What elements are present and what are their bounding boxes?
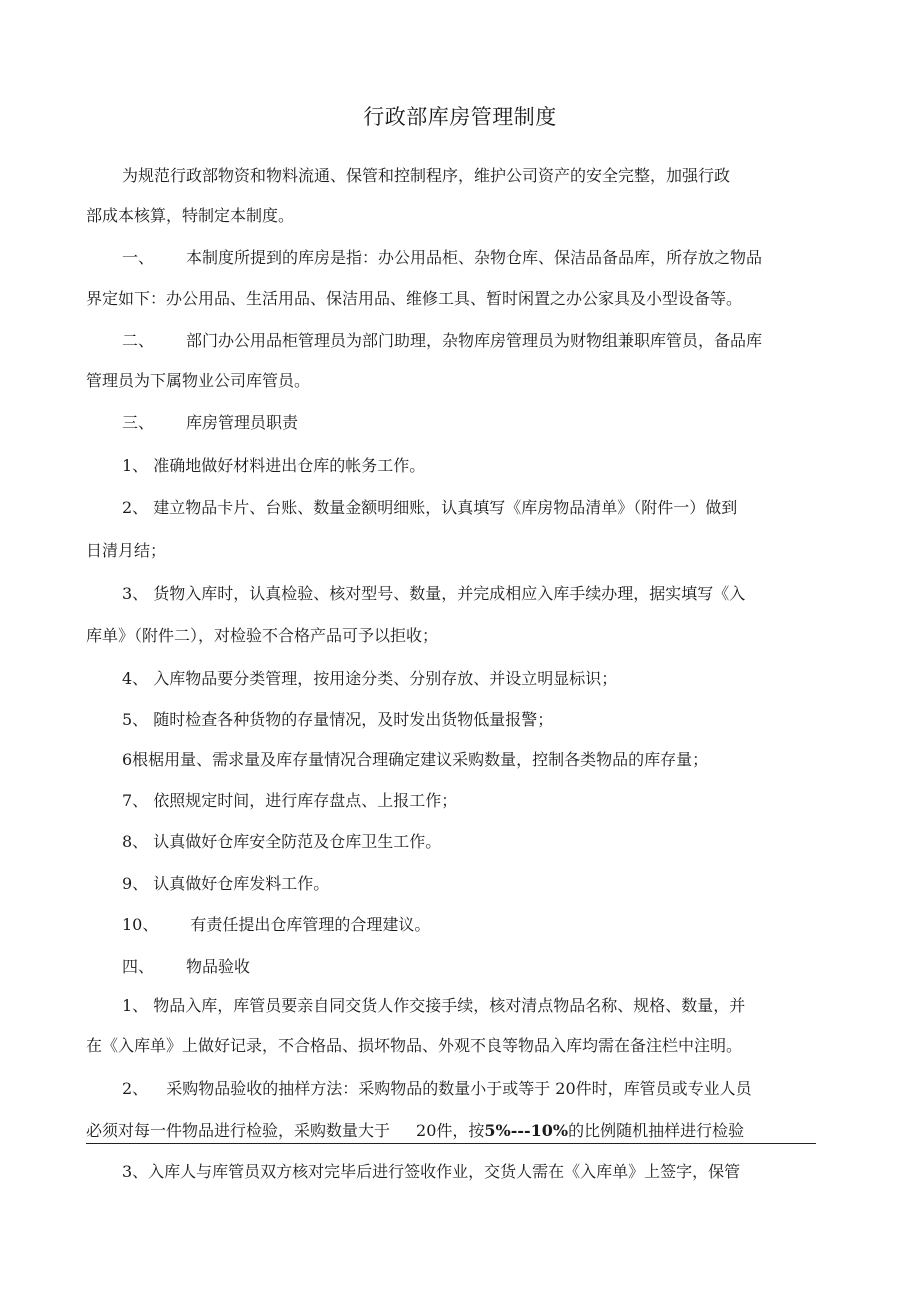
inspection-item-2-text-d: 的比例随机抽样进行检验 (568, 1121, 745, 1140)
duty-item-8: 8、 认真做好仓库安全防范及仓库卫生工作。 (122, 832, 442, 851)
duty-item-5: 5、 随时检查各种货物的存量情况，及时发出货物低量报警； (122, 710, 554, 729)
inspection-item-2-text-a: 必须对每一件物品进行检验，采购数量大于 (86, 1121, 391, 1140)
duty-item-9: 9、 认真做好仓库发料工作。 (122, 874, 330, 893)
section-1-line-1 (122, 247, 762, 269)
section-2-text: 部门办公用品柜管理员为部门助理，杂物库房管理员为财物组兼职库管员，备品库 (186, 331, 763, 350)
duty-item-10-text: 有责任提出仓库管理的合理建议。 (190, 915, 431, 934)
inspection-item-1-line-2: 在《入库单》上做好记录，不合格品、损坏物品、外观不良等物品入库均需在备注栏中注明。 (86, 1036, 743, 1055)
section-2-line-1 (122, 330, 762, 352)
inspection-item-1-line-1: 1、 物品入库，库管员要亲自同交货人作交接手续，核对清点物品名称、规格、数量，并 (122, 996, 746, 1015)
inspection-item-2-ratio: 5%---10% (484, 1121, 569, 1140)
section-4-number: 四、 (122, 957, 155, 976)
duty-item-2-line-1: 2、 建立物品卡片、台账、数量金额明细账，认真填写《库房物品清单》（附件一）做到 (122, 498, 738, 517)
duty-item-6: 6根椐用量、需求量及库存量情况合理确定建议采购数量，控制各类物品的库存量； (122, 750, 709, 769)
section-3-number: 三、 (122, 413, 155, 432)
inspection-item-2-line-1 (122, 1078, 752, 1100)
section-1-line-2: 界定如下：办公用品、生活用品、保洁用品、维修工具、暂时闲置之办公家具及小型设备等。 (86, 289, 743, 308)
intro-line-1: 为规范行政部物资和物料流通、保管和控制程序，维护公司资产的安全完整，加强行政 (122, 166, 731, 185)
section-4-heading: 物品验收 (186, 957, 251, 976)
text-underline (86, 1143, 816, 1144)
section-3-heading: 库房管理员职责 (186, 413, 299, 432)
inspection-item-2-text: 采购物品验收的抽样方法：采购物品的数量小于或等于 20件时，库管员或专业人员 (166, 1079, 752, 1098)
section-1-number: 一、 (122, 248, 155, 267)
inspection-item-2-number: 2、 (122, 1079, 149, 1098)
inspection-item-2-text-b: 20件，按 (416, 1121, 485, 1140)
duty-item-1: 1、 准确地做好材料进出仓库的帐务工作。 (122, 456, 426, 475)
inspection-item-3-line-1: 3、入库人与库管员双方核对完毕后进行签收作业，交货人需在《入库单》上签字，保管 (122, 1162, 741, 1181)
intro-line-2: 部成本核算，特制定本制度。 (86, 206, 295, 225)
duty-item-7: 7、 依照规定时间，进行库存盘点、上报工作； (122, 791, 458, 810)
section-2-line-2: 管理员为下属物业公司库管员。 (86, 371, 311, 390)
duty-item-2-line-2: 日清月结； (86, 541, 167, 560)
duty-item-10 (122, 914, 430, 936)
duty-item-4: 4、 入库物品要分类管理，按用途分类、分别存放、并设立明显标识； (122, 669, 618, 688)
section-2-number: 二、 (122, 331, 155, 350)
duty-item-10-number: 10、 (122, 915, 159, 934)
section-1-text: 本制度所提到的库房是指：办公用品柜、杂物仓库、保洁品备品库，所存放之物品 (186, 248, 763, 267)
duty-item-3-line-2: 库单》（附件二），对检验不合格产品可予以拒收； (86, 626, 439, 645)
duty-item-3-line-1: 3、 货物入库时，认真检验、核对型号、数量，并完成相应入库手续办理，据实填写《入 (122, 584, 746, 603)
inspection-item-2-line-2 (86, 1120, 744, 1142)
page-title: 行政部库房管理制度 (363, 105, 557, 129)
section-3-heading-line (122, 412, 298, 434)
section-4-heading-line (122, 956, 250, 978)
